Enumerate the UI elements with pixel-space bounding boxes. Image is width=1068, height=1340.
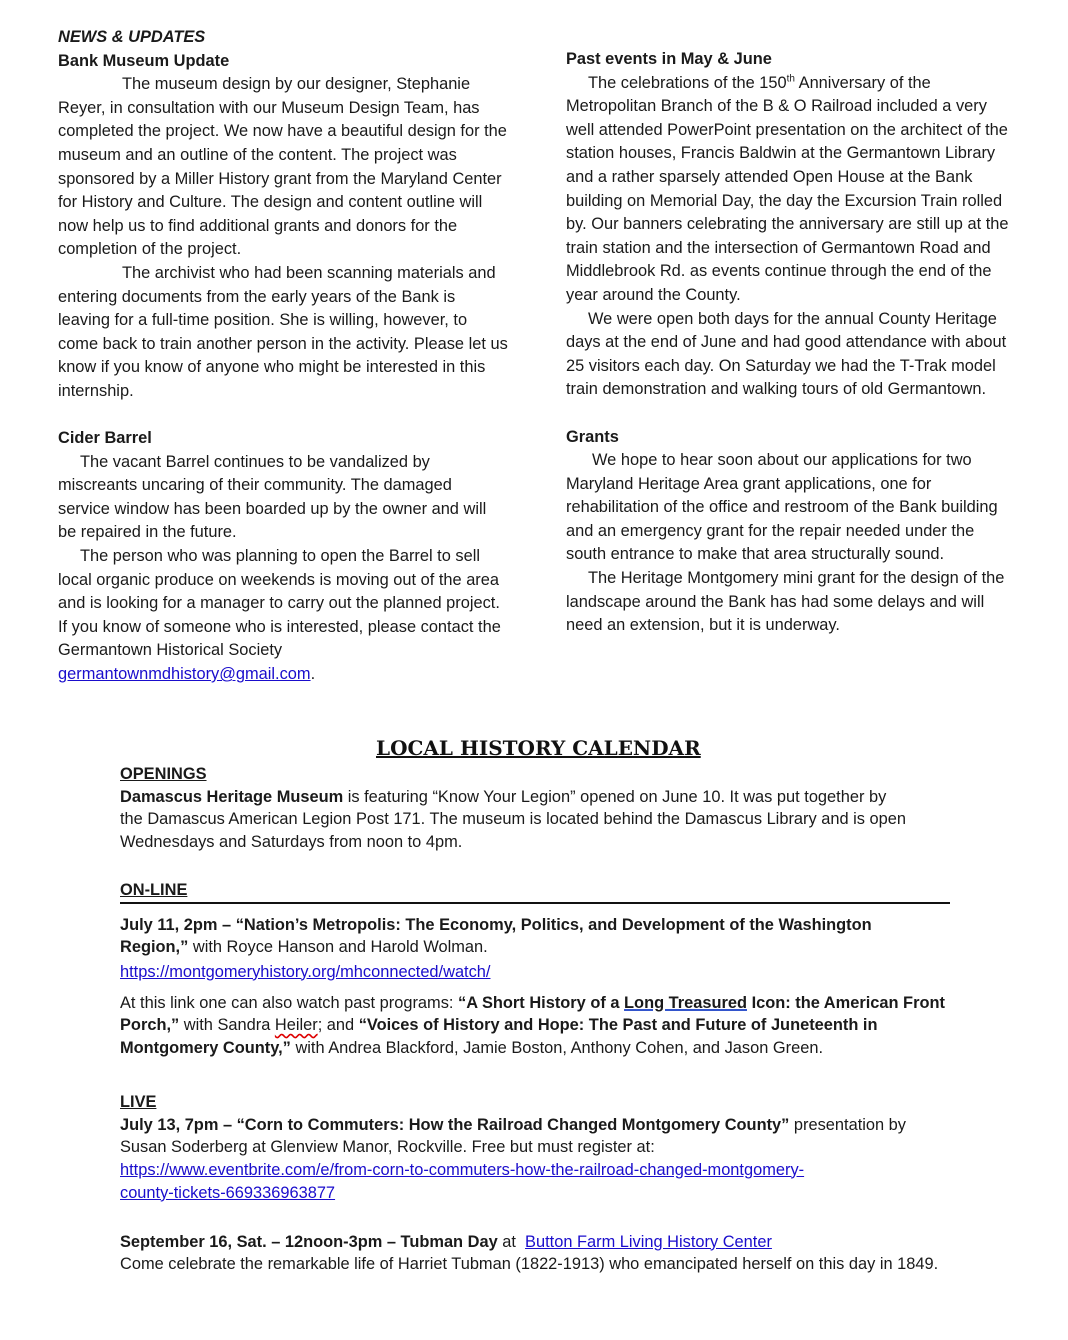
bank-museum-heading: Bank Museum Update [58, 51, 230, 70]
online-event [120, 914, 920, 959]
cider-barrel-paragraph-2 [58, 545, 508, 687]
past-program-1-title-underlined: Long Treasured [624, 993, 748, 1012]
montgomery-history-link[interactable]: https://montgomeryhistory.org/mhconnected/watch/ [120, 962, 491, 981]
online-heading: ON-LINE [120, 881, 188, 899]
cider-barrel-paragraph-1: The vacant Barrel continues to be vandalized by miscreants uncaring of their community. The damaged service window has been boarded up by the owner and will be repaired in the future. [58, 452, 487, 542]
left-column [58, 26, 508, 687]
bank-museum-paragraph-1: The museum design by our designer, Stephanie Reyer, in consultation with our Museum Design Team, has completed the project. We now have a beautiful design for the museum and an outline of the content. The project was sponsored by a Miller History grant from the Maryland Center for History and Culture. The design and content outline will now help us to find additional grants and donors for the completion of the project. [58, 75, 507, 259]
live-event-1 [120, 1114, 945, 1159]
past-program-1-speaker: Heiler [274, 1016, 318, 1034]
past-program-1-title-b: Icon: the American Front Porch,” [120, 993, 945, 1034]
live-event-1-title: July 13, 7pm – “Corn to Commuters: How the Railroad Changed Montgomery County” [120, 1115, 790, 1134]
ordinal-superscript: th [786, 73, 795, 85]
email-link[interactable]: germantownmdhistory@gmail.com [58, 665, 311, 684]
cider-barrel-paragraph-2-text: The person who was planning to open the Barrel to sell local organic produce on weekends is moving out of the area and is looking for a manager to carry out the planned project. If you know of someone who is interested, please contact the Germantown Historical Society [58, 547, 501, 660]
openings-heading: OPENINGS [120, 765, 207, 783]
eventbrite-link-line-2[interactable]: county-tickets-669336963877 [120, 1183, 336, 1202]
openings-entry [120, 786, 910, 854]
period: . [310, 665, 316, 684]
past-program-1-text: with Sandra [179, 1016, 275, 1034]
grants-paragraph-2: The Heritage Montgomery mini grant for the design of the landscape around the Bank has had some delays and will need an extension, but it is underway. [566, 569, 1005, 635]
past-program-2-text: with Andrea Blackford, Jamie Boston, Anthony Cohen, and Jason Green. [290, 1038, 823, 1057]
online-event-text: with Royce Hanson and Harold Wolman. [188, 938, 488, 956]
online-heading-row [120, 879, 950, 904]
past-events-paragraph-2: We were open both days for the annual County Heritage days at the end of June and had good attendance with about 25 visitors each day. On Saturday we had the T-Trak model train demonstration and walking tours of old Germantown. [566, 309, 1007, 399]
right-column [566, 48, 1011, 638]
live-event-2-description: Come celebrate the remarkable life of Harriet Tubman (1822-1913) who emancipated herself on this day in 1849. [120, 1255, 939, 1273]
bank-museum-paragraph-2: The archivist who had been scanning materials and entering documents from the early years of the Bank is leaving for a full-time position. She is willing, however, to come back to train another person in the activity. Please let us know if you know of anyone who might be interested in this internship. [58, 263, 508, 400]
calendar-section [120, 736, 950, 1276]
online-event-title: July 11, 2pm – “Nation’s Metropolis: The Economy, Politics, and Development of the Washington Region,” [120, 915, 872, 956]
openings-text: is featuring “Know Your Legion” opened on June 10. It was put together by the Damascus American Legion Post 171. The museum is located behind the Damascus Library and is open Wednesdays and Saturdays from noon to 4pm. [120, 787, 906, 851]
news-updates-kicker: NEWS & UPDATES [58, 28, 206, 46]
calendar-title: LOCAL HISTORY CALENDAR [376, 736, 701, 760]
past-program-1-title-a: “A Short History of a [458, 993, 625, 1012]
live-event-2 [120, 1231, 950, 1254]
separator-text: ; and [317, 1016, 359, 1034]
live-event-1-text: presentation by Susan Soderberg at Glenview Manor, Rockville. Free but must register at: [120, 1115, 906, 1156]
live-heading: LIVE [120, 1093, 157, 1111]
past-events-paragraph-1 [566, 72, 1011, 308]
live-event-2-title: September 16, Sat. – 12noon-3pm – Tubman Day [120, 1232, 498, 1251]
grants-paragraph-1: We hope to hear soon about our applications for two Maryland Heritage Area grant applications, one for rehabilitation of the office and restroom of the Bank building and an emergency grant for the repair needed under the south entrance to make that area structurally sound. [566, 451, 998, 564]
past-programs-intro: At this link one can also watch past programs: [120, 993, 458, 1012]
live-event-2-at: at [497, 1232, 526, 1251]
past-events-heading: Past events in May & June [566, 50, 772, 68]
past-programs [120, 992, 945, 1060]
eventbrite-link-line-1[interactable]: https://www.eventbrite.com/e/from-corn-to-commuters-how-the-railroad-changed-montgomery- [120, 1160, 805, 1179]
past-program-2-title: “Voices of History and Hope: The Past and Future of Juneteenth in Montgomery County,” [120, 1016, 878, 1057]
past-events-text-a: The celebrations of the 150 [588, 73, 787, 92]
eventbrite-link[interactable] [120, 1161, 804, 1202]
past-events-text-b: Anniversary of the Metropolitan Branch of the B & O Railroad included a very well attended PowerPoint presentation on the architect of the station houses, Francis Baldwin at the Germantown Library and a rather sparsely attended Open House at the Bank building on Memorial Day, the day the Excursion Train rolled by. Our banners celebrating the anniversary are still up at the train station and the intersection of Germantown Road and Middlebrook Rd. as events continue through the end of the year around the County. [566, 73, 1009, 304]
grants-heading: Grants [566, 427, 619, 446]
button-farm-link[interactable]: Button Farm Living History Center [525, 1232, 772, 1251]
openings-museum-name: Damascus Heritage Museum [120, 787, 344, 806]
cider-barrel-heading: Cider Barrel [58, 429, 152, 448]
